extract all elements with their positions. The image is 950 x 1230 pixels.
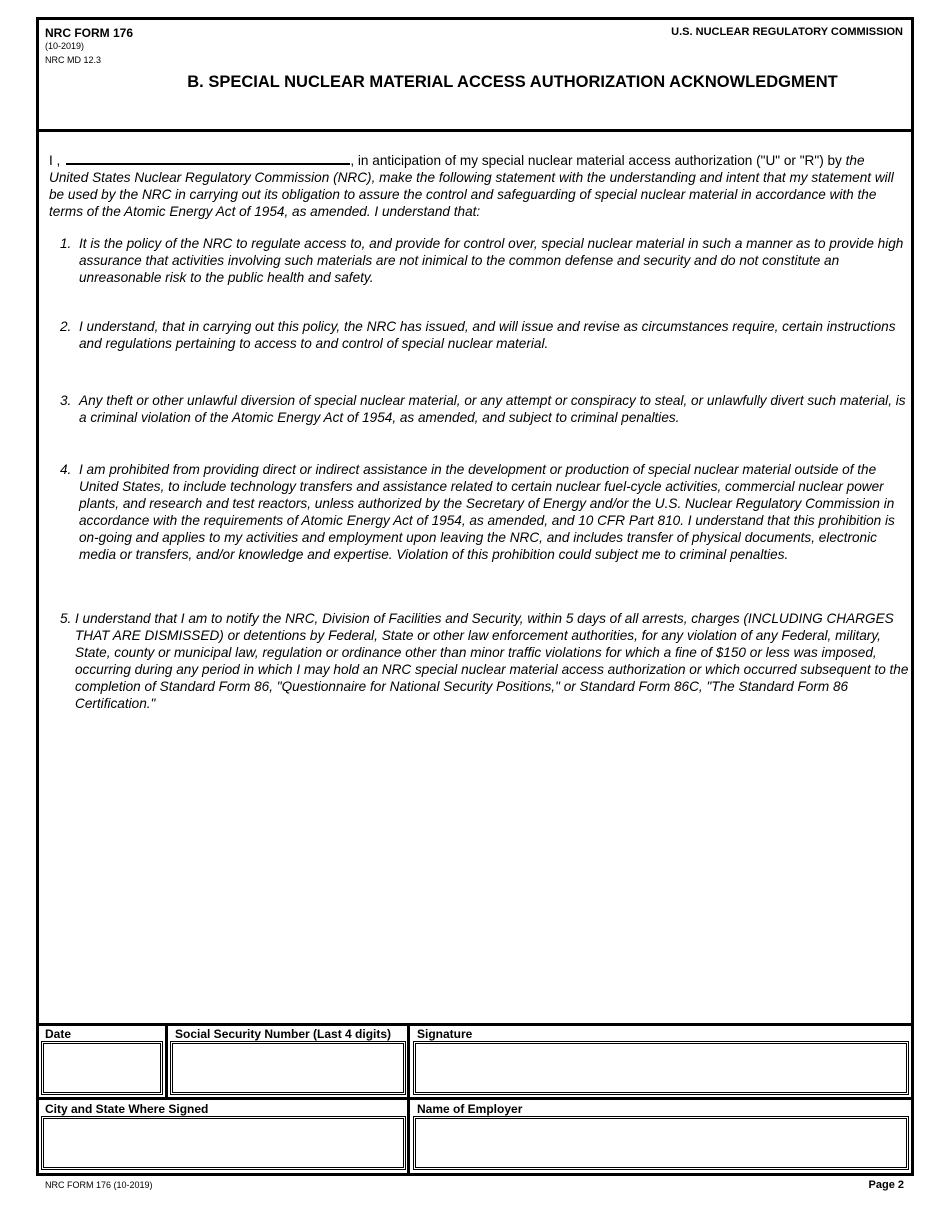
date-field[interactable] (41, 1041, 163, 1095)
item-text: I understand that I am to notify the NRC, Division of Facilities and Security, within 5 days of all arrests, charges (INCLUDING CHARGES THAT ARE DISMISSED) or detentions by Federal, State or other law enforcement authorities, for any violation of any Federal, military, State, county or municipal law, regulation or ordinance other than minor traffic violations for which a fine of $150 or less was imposed, occurring during any period in which I may hold an NRC special nuclear material access authorization or which occurred subsequent to the completion of Standard Form 86, "Questionnaire for National Security Positions," or Standard Form 86C, "The Standard Form 86 Certification." (75, 611, 909, 711)
header-divider (36, 129, 914, 132)
page-number: Page 2 (868, 1179, 904, 1191)
intro-prefix: I , (49, 153, 61, 168)
item-text: It is the policy of the NRC to regulate access to, and provide for control over, special nuclear material in such a manner as to provide high assurance that activities involving such materials are not inimical to the common defense and security and do not constitute an unreasonable risk to the public health and safety. (79, 236, 904, 285)
signature-table (36, 1023, 914, 1176)
item-number: 1. (60, 236, 72, 251)
employer-field[interactable] (413, 1116, 909, 1170)
table-divider (165, 1023, 168, 1100)
list-item (58, 318, 910, 352)
signature-field[interactable] (413, 1041, 909, 1095)
ssn-field[interactable] (170, 1041, 406, 1095)
item-text: I am prohibited from providing direct or indirect assistance in the development or production of special nuclear material outside of the United States, to include technology transfers and assistance related to certain nuclear fuel-cycle activities, commercial nuclear power plants, and research and test reactors, unless authorized by the Secretary of Energy and/or the U.S. Nuclear Regulatory Commission in accordance with the requirements of Atomic Energy Act of 1954, as amended, and 10 CFR Part 810. I understand that this prohibition is on-going and applies to my activities and employment upon leaving the NRC, and includes transfer of physical documents, electronic media or transfers, and/or knowledge and expertise. Violation of this prohibition could subject me to criminal penalties. (79, 462, 895, 562)
agency-name: U.S. NUCLEAR REGULATORY COMMISSION (671, 26, 903, 38)
management-directive: NRC MD 12.3 (45, 55, 102, 65)
footer-form-id: NRC FORM 176 (10-2019) (45, 1180, 153, 1190)
list-item (58, 235, 910, 286)
table-divider (407, 1023, 410, 1176)
intro-body: the United States Nuclear Regulatory Commission (NRC), make the following statement with the understanding and intent that my statement will be used by the NRC in carrying out its obligation to assure the control and safeguarding of special nuclear material in accordance with the terms of the Atomic Energy Act of 1954, as amended. I understand that: (49, 153, 894, 219)
form-title: B. SPECIAL NUCLEAR MATERIAL ACCESS AUTHORIZATION ACKNOWLEDGMENT (187, 73, 838, 91)
date-label: Date (45, 1027, 72, 1041)
signature-label: Signature (417, 1027, 473, 1041)
intro-statement (49, 151, 894, 220)
name-field[interactable] (66, 151, 350, 165)
list-item (58, 392, 910, 426)
item-number: 3. (60, 393, 72, 408)
item-number: 2. (60, 319, 72, 334)
form-revision: (10-2019) (45, 41, 85, 51)
list-item (58, 461, 910, 563)
item-number: 5. (60, 611, 72, 626)
list-item (58, 610, 910, 712)
item-number: 4. (60, 462, 72, 477)
city-state-label: City and State Where Signed (45, 1102, 209, 1116)
employer-label: Name of Employer (417, 1102, 523, 1116)
item-text: Any theft or other unlawful diversion of special nuclear material, or any attempt or conspiracy to steal, or unlawfully divert such material, is a criminal violation of the Atomic Energy Act of 1954, as amended, and subject to criminal penalties. (79, 393, 906, 425)
intro-suffix: , in anticipation of my special nuclear material access authorization ("U" or "R") by (350, 153, 842, 168)
city-state-field[interactable] (41, 1116, 406, 1170)
item-text: I understand, that in carrying out this policy, the NRC has issued, and will issue and revise as circumstances require, certain instructions and regulations pertaining to access to and control of special nuclear material. (79, 319, 896, 351)
ssn-label: Social Security Number (Last 4 digits) (175, 1027, 392, 1041)
form-number: NRC FORM 176 (45, 26, 134, 40)
